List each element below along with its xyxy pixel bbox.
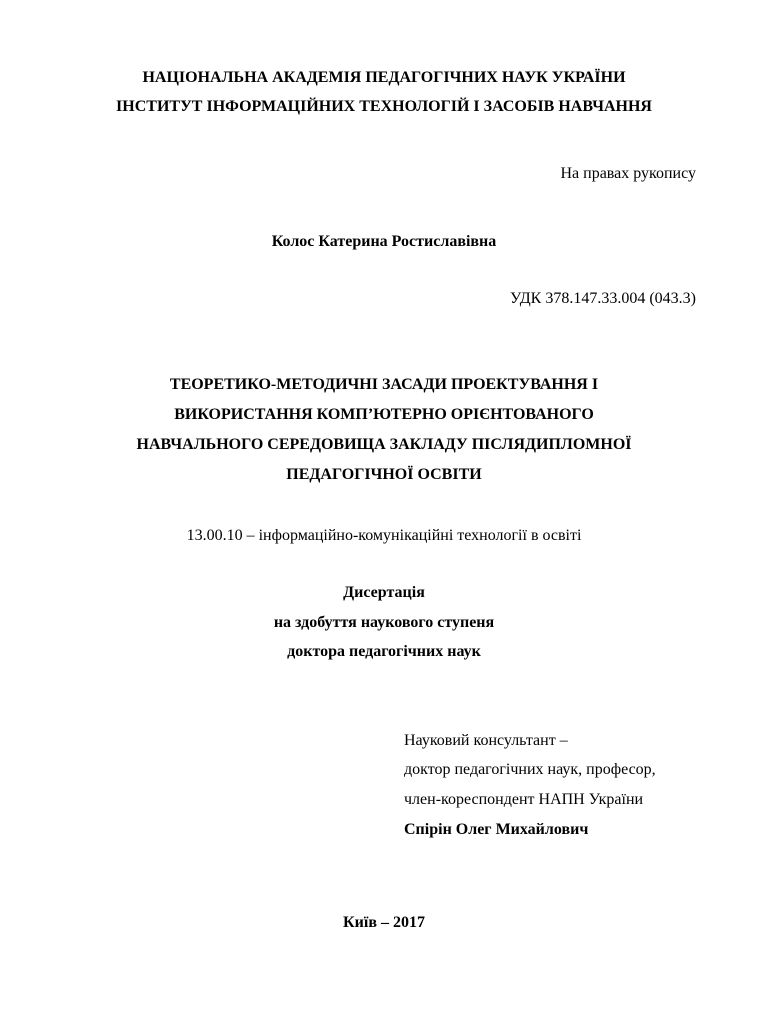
author-name: Колос Катерина Ростиславівна <box>271 233 497 250</box>
title-line: ТЕОРЕТИКО-МЕТОДИЧНІ ЗАСАДИ ПРОЕКТУВАННЯ І <box>169 376 599 393</box>
degree-line: доктора педагогічних наук <box>287 643 481 660</box>
manuscript-note: На правах рукопису <box>560 165 696 182</box>
city-year: Київ – 2017 <box>343 914 425 931</box>
consultant-membership: член-кореспондент НАПН України <box>404 791 644 808</box>
title-line: ПЕДАГОГІЧНОЇ ОСВІТИ <box>286 466 482 483</box>
institute-name: ІНСТИТУТ ІНФОРМАЦІЙНИХ ТЕХНОЛОГІЙ І ЗАСОБІВ НАВЧАННЯ <box>116 98 652 115</box>
degree-line: на здобуття наукового ступеня <box>273 614 495 631</box>
degree-line: Дисертація <box>343 584 425 601</box>
consultant-degree: доктор педагогічних наук, професор, <box>404 761 656 778</box>
consultant-role: Науковий консультант – <box>404 732 568 749</box>
consultant-name: Спірін Олег Михайлович <box>404 821 589 838</box>
title-line: ВИКОРИСТАННЯ КОМП’ЮТЕРНО ОРІЄНТОВАНОГО <box>174 406 594 423</box>
udc-code: УДК 378.147.33.004 (043.3) <box>510 290 696 307</box>
title-line: НАВЧАЛЬНОГО СЕРЕДОВИЩА ЗАКЛАДУ ПІСЛЯДИПЛОМНОЇ <box>136 436 632 453</box>
specialty-code: 13.00.10 – інформаційно-комунікаційні технології в освіті <box>186 527 582 544</box>
institution-name: НАЦІОНАЛЬНА АКАДЕМІЯ ПЕДАГОГІЧНИХ НАУК УКРАЇНИ <box>142 69 626 86</box>
